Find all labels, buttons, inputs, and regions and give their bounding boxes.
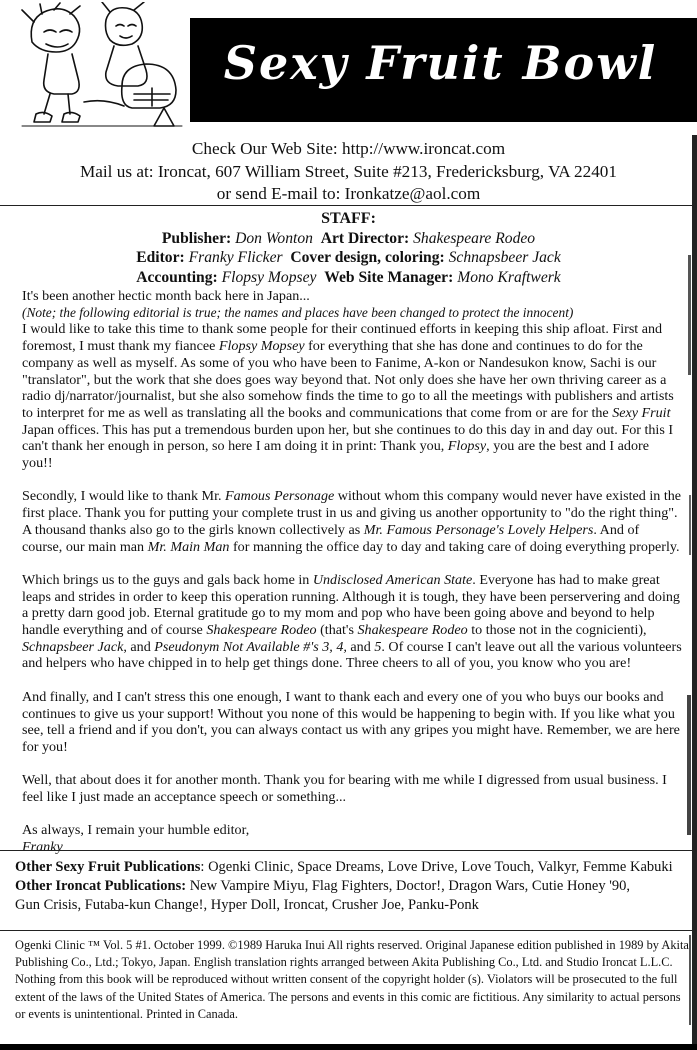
editorial-body	[22, 288, 682, 856]
cover-label: Cover design, coloring:	[290, 249, 445, 266]
ironcat-publications: Other Ironcat Publications: New Vampire Miyu, Flag Fighters, Doctor!, Dragon Wars, Cutie Honey '90,	[15, 878, 630, 894]
staff-row	[0, 268, 697, 288]
bottom-edge	[0, 1044, 697, 1050]
legal-notice: Ogenki Clinic ™ Vol. 5 #1. October 1999. ©1989 Haruka Inui All rights reserved. Original Japanese edition published in 1989 by Akita Publishing Co., Ltd.; Tokyo, Japan. English translation rights arranged between Akita Publishing Co., Ltd. and Studio Ironcat L.L.C. Nothing from this book will be reproduced without written consent of the copyright holder (s). Violators will be prosecuted to the full extent of the laws of the United States of America. The persons and events in this comic are fictitious. Any similarity to actual persons or events is unintentional. Printed in Canada.	[15, 938, 689, 1021]
staff-heading: STAFF:	[321, 210, 376, 227]
accounting-label: Accounting:	[136, 268, 218, 286]
masthead	[0, 0, 697, 135]
editorial-paragraph: Secondly, I would like to thank Mr. Famous Personage without whom this company would never have existed in the first place. Thank you for putting your complete trust in us and giving us another opportunity to "do the right thing". A thousand thanks also go to the girls known collectively as Mr. Famous Personage's Lovely Helpers. And of course, our main man Mr. Main Man for manning the office day to day and taking care of doing everything properly.	[22, 488, 682, 555]
page-edge-shadow	[683, 135, 697, 1050]
publisher-label: Publisher:	[161, 229, 232, 247]
ironcat-publications-continued: Gun Crisis, Futaba-kun Change!, Hyper Doll, Ironcat, Crusher Joe, Panku-Ponk	[15, 897, 479, 913]
email-line: or send E-mail to: Ironkatze@aol.com	[216, 184, 481, 203]
sexy-fruit-publications: Other Sexy Fruit Publications: Ogenki Clinic, Space Dreams, Love Drive, Love Touch, Valkyr, Femme Kabuki	[15, 859, 673, 875]
staff-row	[0, 229, 697, 249]
title-banner	[190, 18, 697, 122]
editorial-paragraph: I would like to take this time to thank some people for their continued efforts in keeping this ship afloat. First and foremost, I must thank my fiancee Flopsy Mopsey for everything that she has done and continues to do for the company as well as myself. As some of you who have been to Fanime, A-kon or Nandesukon know, Sachi is our "translator", but the work that she does goes way beyond that. Not only does she have her own thriving career as a radio dj/narrator/journalist, but she also somehow finds the time to go to all the meetings with publishers and artists to interpret for me as well as translating all the books and communications that come from or are for the Sexy Fruit Japan offices. This has put a tremendous burden upon her, but she continues to do this day in and day out. For this I can't thank her enough in person, so here I am doing it in print: Thank you, Flopsy, you are the best and I adore you!!	[22, 321, 674, 472]
publisher-name: Don Wonton	[235, 229, 313, 247]
editorial-paragraph: Well, that about does it for another month. Thank you for bearing with me while I digressed from usual business. I feel like I just made an acceptance speech or something...	[22, 772, 667, 806]
magazine-title: Sexy Fruit Bowl	[223, 36, 658, 90]
cover-name: Schnapsbeer Jack	[448, 249, 561, 266]
editorial-paragraph: Which brings us to the guys and gals back home in Undisclosed American State. Everyone has had to make great leaps and strides in order to keep this operation running. Although it is tough, they have been perservering and doing a pretty darn good job. Eternal gratitude go to my mom and pop who have been going above and beyond to help handle everything and of course Shakespeare Rodeo (that's Shakespeare Rodeo to those not in the cognicienti), Schnapsbeer Jack, and Pseudonym Not Available #'s 3, 4, and 5. Of course I can't leave out all the various volunteers and helpers who have chipped in to help get things done. Three cheers to all of you, you know who you are!	[22, 571, 682, 672]
art-director-name: Shakespeare Rodeo	[413, 229, 536, 247]
web-manager-label: Web Site Manager:	[324, 268, 454, 286]
divider	[0, 205, 697, 206]
editor-label: Editor:	[136, 249, 185, 266]
editor-name: Franky Flicker	[188, 249, 283, 266]
web-manager-name: Mono Kraftwerk	[457, 268, 561, 286]
staff-credits	[0, 209, 697, 287]
mailing-address-line: Mail us at: Ironcat, 607 William Street, Suite #213, Fredericksburg, VA 22401	[80, 161, 617, 181]
divider	[0, 850, 697, 851]
editorial-note: (Note; the following editorial is true; the names and places have been changed to protect the innocent)	[22, 304, 574, 320]
publications-list	[15, 858, 691, 915]
art-director-label: Art Director:	[320, 229, 410, 247]
divider	[0, 930, 697, 931]
editor-signature: Franky	[22, 839, 63, 856]
staff-row	[0, 248, 697, 268]
editorial-intro: It's been another hectic month back here in Japan...	[22, 288, 310, 304]
website-line: Check Our Web Site: http://www.ironcat.com	[191, 139, 506, 158]
editorial-closing: As always, I remain your humble editor,	[22, 822, 250, 839]
cartoon-characters-illustration	[14, 2, 190, 132]
editorial-paragraph: And finally, and I can't stress this one enough, I want to thank each and every one of you who buys our books and continues to give us your support! Without you none of this would be happening to begin with. If you like what you see, tell a friend and if you don't, you can always contact us with any gripes you might have. Remember, we are here for you!	[22, 688, 680, 755]
accounting-name: Flopsy Mopsey	[221, 268, 317, 286]
contact-info	[0, 138, 697, 206]
